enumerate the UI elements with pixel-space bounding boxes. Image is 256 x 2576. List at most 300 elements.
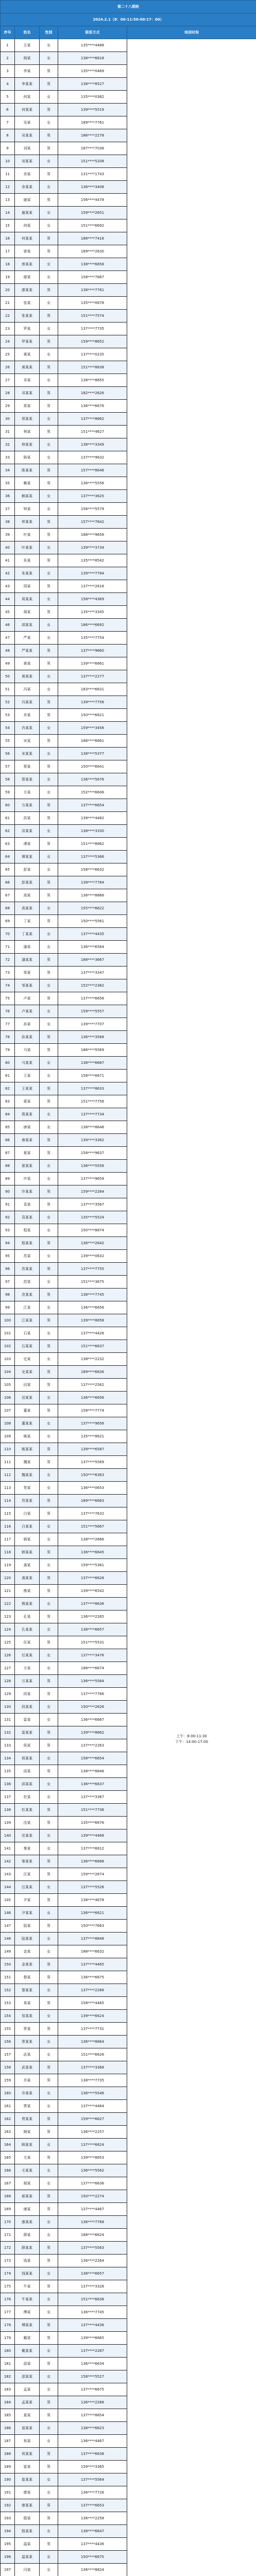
cell-phone: 137****4436 — [58, 2319, 127, 2332]
cell-phone: 189****2630 — [58, 245, 127, 258]
cell-name: 闫某 — [15, 2564, 40, 2576]
cell-index: 107 — [1, 1404, 15, 1417]
cell-gender: 女 — [40, 2486, 58, 2499]
training-date-range: 2024.2.1（8：00-11:50-00:17：00） — [1, 13, 256, 26]
cell-name: 武某 — [15, 2048, 40, 2061]
cell-gender: 男 — [40, 168, 58, 181]
cell-phone: 137****6654 — [58, 799, 127, 812]
cell-gender: 女 — [40, 1598, 58, 1611]
cell-name: 黄某某 — [15, 670, 40, 683]
cell-name: 沈某某 — [15, 1829, 40, 1842]
cell-name: 苏某某 — [15, 1263, 40, 1276]
cell-phone: 159****2674 — [58, 1868, 127, 1881]
cell-gender: 男 — [40, 889, 58, 902]
cell-phone: 138****8846 — [58, 1765, 127, 1778]
cell-name: 田某某 — [15, 1392, 40, 1404]
cell-index: 163 — [1, 2126, 15, 2139]
cell-phone: 135****0678 — [58, 297, 127, 310]
cell-name: 高某某 — [15, 902, 40, 915]
cell-gender: 男 — [40, 1739, 58, 1752]
cell-phone: 137****8662 — [58, 413, 127, 426]
roster-title: 第二十八期班 — [1, 1, 256, 13]
cell-phone: 151****3675 — [58, 1276, 127, 1289]
cell-name: 邹某某 — [15, 979, 40, 992]
cell-name: 白某某 — [15, 1520, 40, 1533]
cell-name: 卢某某 — [15, 1005, 40, 1018]
cell-index: 148 — [1, 1933, 15, 1945]
cell-phone: 137****6624 — [58, 2139, 127, 2151]
cell-index: 155 — [1, 2023, 15, 2036]
cell-gender: 男 — [40, 2448, 58, 2461]
cell-name: 叶某 — [15, 529, 40, 541]
cell-gender: 女 — [40, 1701, 58, 1714]
cell-phone: 139****7756 — [58, 696, 127, 709]
cell-phone: 135****8542 — [58, 554, 127, 567]
cell-gender: 男 — [40, 1855, 58, 1868]
cell-index: 196 — [1, 2551, 15, 2564]
cell-gender: 男 — [40, 2126, 58, 2139]
cell-name: 范某 — [15, 1276, 40, 1289]
cell-index: 120 — [1, 1572, 15, 1585]
cell-gender: 女 — [40, 1070, 58, 1082]
cell-gender: 女 — [40, 1430, 58, 1443]
cell-name: 林某 — [15, 426, 40, 438]
cell-index: 80 — [1, 1057, 15, 1070]
cell-gender: 女 — [40, 902, 58, 915]
cell-gender: 男 — [40, 2538, 58, 2551]
cell-index: 161 — [1, 2100, 15, 2113]
cell-gender: 男 — [40, 516, 58, 529]
cell-phone: 150****2626 — [58, 1701, 127, 1714]
cell-phone: 136****6688 — [58, 1855, 127, 1868]
cell-phone: 150****7663 — [58, 1920, 127, 1933]
cell-index: 35 — [1, 477, 15, 490]
cell-name: 郝某 — [15, 2177, 40, 2190]
cell-gender: 女 — [40, 1018, 58, 1031]
cell-index: 36 — [1, 490, 15, 503]
cell-name: 殷某 — [15, 2512, 40, 2525]
cell-index: 188 — [1, 2448, 15, 2461]
cell-name: 姚某 — [15, 1430, 40, 1443]
cell-phone: 150****8874 — [58, 1224, 127, 1237]
cell-gender: 男 — [40, 129, 58, 142]
cell-index: 74 — [1, 979, 15, 992]
cell-index: 91 — [1, 1198, 15, 1211]
cell-phone: 136****6564 — [58, 941, 127, 954]
cell-name: 郑某某 — [15, 413, 40, 426]
cell-name: 严某某 — [15, 645, 40, 657]
cell-name: 谢某某 — [15, 207, 40, 219]
cell-name: 万某 — [15, 1662, 40, 1675]
cell-name: 胡某 — [15, 606, 40, 619]
cell-name: 蒋某某 — [15, 1108, 40, 1121]
cell-name: 吴某 — [15, 116, 40, 129]
cell-index: 1 — [1, 39, 15, 52]
cell-index: 49 — [1, 657, 15, 670]
cell-gender: 男 — [40, 812, 58, 825]
cell-index: 67 — [1, 889, 15, 902]
cell-phone: 157****7642 — [58, 516, 127, 529]
cell-gender: 男 — [40, 1507, 58, 1520]
cell-phone: 135****4488 — [58, 39, 127, 52]
cell-index: 18 — [1, 258, 15, 271]
cell-name: 董某 — [15, 1404, 40, 1417]
cell-phone: 156****5579 — [58, 503, 127, 516]
cell-name: 祝某 — [15, 2435, 40, 2448]
cell-name: 程某某 — [15, 1237, 40, 1250]
cell-index: 123 — [1, 1611, 15, 1623]
cell-index: 45 — [1, 606, 15, 619]
cell-phone: 136****2257 — [58, 2126, 127, 2139]
cell-gender: 女 — [40, 438, 58, 451]
cell-name: 许某 — [15, 1173, 40, 1185]
cell-phone: 135****0469 — [58, 65, 127, 78]
cell-name: 钟某某 — [15, 516, 40, 529]
cell-gender: 女 — [40, 490, 58, 503]
cell-gender: 男 — [40, 2023, 58, 2036]
cell-index: 189 — [1, 2461, 15, 2473]
cell-name: 孔某 — [15, 1611, 40, 1623]
cell-gender: 男 — [40, 2358, 58, 2370]
cell-gender: 女 — [40, 91, 58, 104]
cell-index: 76 — [1, 1005, 15, 1018]
cell-gender: 男 — [40, 2280, 58, 2293]
cell-index: 62 — [1, 825, 15, 838]
cell-name: 曾某某 — [15, 258, 40, 271]
cell-index: 105 — [1, 1379, 15, 1392]
cell-index: 164 — [1, 2139, 15, 2151]
cell-phone: 137****4426 — [58, 1327, 127, 1340]
cell-phone: 136****7745 — [58, 2306, 127, 2319]
cell-gender: 男 — [40, 1289, 58, 1301]
cell-index: 26 — [1, 361, 15, 374]
cell-phone: 135****6676 — [58, 1817, 127, 1829]
cell-name: 李某 — [15, 65, 40, 78]
cell-phone: 138****7735 — [58, 2074, 127, 2087]
cell-index: 68 — [1, 902, 15, 915]
cell-gender: 男 — [40, 1147, 58, 1160]
cell-name: 朱某 — [15, 554, 40, 567]
cell-name: 毛某 — [15, 2151, 40, 2164]
cell-index: 15 — [1, 219, 15, 232]
cell-name: 侯某 — [15, 1739, 40, 1752]
cell-index: 5 — [1, 91, 15, 104]
cell-index: 72 — [1, 954, 15, 967]
cell-phone: 188****6624 — [58, 2229, 127, 2242]
cell-index: 89 — [1, 1173, 15, 1185]
cell-index: 175 — [1, 2280, 15, 2293]
cell-name: 乔某 — [15, 2074, 40, 2087]
cell-gender: 男 — [40, 1185, 58, 1198]
cell-index: 23 — [1, 323, 15, 335]
cell-index: 150 — [1, 1958, 15, 1971]
cell-phone: 139****7784 — [58, 876, 127, 889]
cell-gender: 女 — [40, 2551, 58, 2564]
cell-name: 洪某 — [15, 812, 40, 825]
cell-gender: 男 — [40, 2203, 58, 2216]
cell-gender: 男 — [40, 1572, 58, 1585]
cell-phone: 136****6621 — [58, 1907, 127, 1920]
cell-name: 杨某 — [15, 52, 40, 65]
cell-phone: 151****5667 — [58, 1520, 127, 1533]
cell-gender: 男 — [40, 1263, 58, 1276]
cell-index: 177 — [1, 2306, 15, 2319]
cell-name: 沈某 — [15, 1817, 40, 1829]
cell-index: 113 — [1, 1482, 15, 1495]
cell-name: 钟某 — [15, 503, 40, 516]
cell-gender: 男 — [40, 2319, 58, 2332]
cell-gender: 女 — [40, 593, 58, 606]
cell-phone: 136****6687 — [58, 1714, 127, 1726]
cell-phone: 151****6692 — [58, 219, 127, 232]
cell-index: 30 — [1, 413, 15, 426]
cell-phone: 136****2266 — [58, 2396, 127, 2409]
cell-name: 许某某 — [15, 1185, 40, 1198]
cell-index: 181 — [1, 2358, 15, 2370]
cell-phone: 137****3625 — [58, 490, 127, 503]
cell-phone: 139****3362 — [58, 1134, 127, 1147]
cell-phone: 139****8853 — [58, 2151, 127, 2164]
cell-phone: 137****7766 — [58, 1688, 127, 1701]
cell-index: 101 — [1, 1327, 15, 1340]
cell-phone: 135****3345 — [58, 606, 127, 619]
cell-phone: 137****3326 — [58, 2280, 127, 2293]
cell-gender: 男 — [40, 799, 58, 812]
cell-gender: 男 — [40, 477, 58, 490]
cell-phone: 139****6661 — [58, 657, 127, 670]
cell-index: 96 — [1, 1263, 15, 1276]
cell-name: 周某 — [15, 580, 40, 593]
cell-name: 汪某某 — [15, 1881, 40, 1894]
cell-index: 144 — [1, 1881, 15, 1894]
cell-phone: 136****5546 — [58, 2087, 127, 2100]
cell-gender: 女 — [40, 1417, 58, 1430]
cell-index: 165 — [1, 2151, 15, 2164]
cell-phone: 137****4464 — [58, 2100, 127, 2113]
cell-name: 周某某 — [15, 593, 40, 606]
cell-name: 马某 — [15, 1044, 40, 1057]
cell-name: 温某某 — [15, 2551, 40, 2564]
cell-gender: 女 — [40, 1327, 58, 1340]
cell-gender: 女 — [40, 1778, 58, 1791]
cell-index: 149 — [1, 1945, 15, 1958]
cell-phone: 188****6674 — [58, 1662, 127, 1675]
cell-phone: 158****7774 — [58, 1404, 127, 1417]
cell-name: 邱某 — [15, 1765, 40, 1778]
cell-gender: 男 — [40, 1134, 58, 1147]
cell-index: 79 — [1, 1044, 15, 1057]
cell-name: 任某 — [15, 1636, 40, 1649]
cell-phone: 159****8652 — [58, 335, 127, 348]
cell-phone: 138****6687 — [58, 1057, 127, 1070]
cell-name: 高某 — [15, 889, 40, 902]
cell-phone: 151****5208 — [58, 155, 127, 168]
cell-index: 83 — [1, 1095, 15, 1108]
cell-name: 邵某某 — [15, 2370, 40, 2383]
cell-gender: 女 — [40, 2306, 58, 2319]
cell-phone: 187****7036 — [58, 142, 127, 155]
cell-phone: 137****6636 — [58, 2177, 127, 2190]
cell-phone: 138****5377 — [58, 748, 127, 760]
cell-phone: 137****4436 — [58, 2538, 127, 2551]
cell-gender: 女 — [40, 683, 58, 696]
cell-gender: 女 — [40, 2216, 58, 2229]
cell-phone: 136****2264 — [58, 2255, 127, 2267]
cell-index: 40 — [1, 541, 15, 554]
cell-phone: 158****4369 — [58, 593, 127, 606]
cell-index: 169 — [1, 2203, 15, 2216]
cell-phone: 137****7632 — [58, 1507, 127, 1520]
cell-index: 125 — [1, 1636, 15, 1649]
cell-phone: 137****3367 — [58, 1791, 127, 1804]
cell-phone: 139****6665 — [58, 2332, 127, 2345]
cell-index: 171 — [1, 2229, 15, 2242]
cell-name: 宋某某 — [15, 748, 40, 760]
cell-phone: 188****6661 — [58, 735, 127, 748]
cell-gender: 男 — [40, 735, 58, 748]
cell-index: 174 — [1, 2267, 15, 2280]
cell-gender: 女 — [40, 219, 58, 232]
header-index: 序号 — [1, 26, 15, 39]
cell-name: 董某某 — [15, 1417, 40, 1430]
cell-index: 10 — [1, 155, 15, 168]
cell-gender: 男 — [40, 1095, 58, 1108]
cell-phone: 138****6647 — [58, 2525, 127, 2538]
cell-gender: 女 — [40, 271, 58, 284]
cell-phone: 137****6628 — [58, 1572, 127, 1585]
cell-name: 卢某 — [15, 992, 40, 1005]
cell-name: 尹某某 — [15, 1907, 40, 1920]
cell-index: 133 — [1, 1739, 15, 1752]
cell-gender: 男 — [40, 1817, 58, 1829]
cell-name: 黄某 — [15, 657, 40, 670]
cell-gender: 女 — [40, 116, 58, 129]
cell-phone: 151****8862 — [58, 838, 127, 851]
cell-gender: 男 — [40, 606, 58, 619]
cell-name: 段某 — [15, 1688, 40, 1701]
cell-gender: 男 — [40, 464, 58, 477]
cell-index: 167 — [1, 2177, 15, 2190]
cell-gender: 男 — [40, 696, 58, 709]
cell-phone: 137****3567 — [58, 1198, 127, 1211]
cell-name: 任某某 — [15, 1649, 40, 1662]
cell-index: 130 — [1, 1701, 15, 1714]
cell-phone: 139****6587 — [58, 1443, 127, 1456]
cell-index: 160 — [1, 2087, 15, 2100]
cell-phone: 158****6654 — [58, 1752, 127, 1765]
cell-phone: 152****2362 — [58, 979, 127, 992]
cell-name: 谭某 — [15, 838, 40, 851]
cell-index: 122 — [1, 1598, 15, 1611]
cell-name: 常某某 — [15, 2036, 40, 2048]
cell-phone: 158****5527 — [58, 2370, 127, 2383]
cell-gender: 男 — [40, 104, 58, 116]
roster-body — [1, 39, 256, 2576]
cell-phone: 137****6612 — [58, 1842, 127, 1855]
cell-gender: 女 — [40, 863, 58, 876]
cell-name: 孟某某 — [15, 2396, 40, 2409]
cell-name: 廖某某 — [15, 2499, 40, 2512]
cell-index: 117 — [1, 1533, 15, 1546]
cell-name: 田某 — [15, 1379, 40, 1392]
cell-phone: 150****2274 — [58, 2190, 127, 2203]
cell-name: 肖某某 — [15, 722, 40, 735]
cell-gender: 女 — [40, 1211, 58, 1224]
cell-index: 92 — [1, 1211, 15, 1224]
cell-index: 134 — [1, 1752, 15, 1765]
cell-phone: 138****8646 — [58, 1121, 127, 1134]
cell-gender: 男 — [40, 2061, 58, 2074]
cell-gender: 女 — [40, 1842, 58, 1855]
cell-index: 97 — [1, 1276, 15, 1289]
cell-phone: 137****5526 — [58, 1881, 127, 1894]
cell-index: 109 — [1, 1430, 15, 1443]
cell-phone: 189****6636 — [58, 1366, 127, 1379]
cell-phone: 137****5569 — [58, 1456, 127, 1469]
cell-name: 唐某某 — [15, 1134, 40, 1147]
cell-gender: 女 — [40, 2267, 58, 2280]
cell-index: 139 — [1, 1817, 15, 1829]
cell-index: 56 — [1, 748, 15, 760]
cell-name: 戴某 — [15, 2332, 40, 2345]
cell-name: 易某某 — [15, 2010, 40, 2023]
cell-index: 73 — [1, 967, 15, 979]
cell-name: 汪某 — [15, 1868, 40, 1881]
cell-name: 黎某 — [15, 1971, 40, 1984]
cell-phone: 159****2264 — [58, 1185, 127, 1198]
cell-gender: 男 — [40, 1031, 58, 1044]
cell-gender: 女 — [40, 1160, 58, 1173]
cell-name: 钱某某 — [15, 2267, 40, 2280]
cell-gender: 女 — [40, 1121, 58, 1134]
cell-gender: 女 — [40, 1559, 58, 1572]
cell-phone: 186****6692 — [58, 619, 127, 632]
cell-index: 93 — [1, 1224, 15, 1237]
cell-gender: 男 — [40, 1404, 58, 1417]
cell-index: 42 — [1, 567, 15, 580]
cell-phone: 136****8866 — [58, 889, 127, 902]
cell-index: 90 — [1, 1185, 15, 1198]
cell-index: 176 — [1, 2293, 15, 2306]
cell-phone: 135****8621 — [58, 1430, 127, 1443]
cell-phone: 139****3734 — [58, 541, 127, 554]
cell-index: 98 — [1, 1289, 15, 1301]
cell-phone: 139****4482 — [58, 812, 127, 825]
cell-gender: 女 — [40, 1881, 58, 1894]
cell-name: 姚某某 — [15, 1443, 40, 1456]
cell-phone: 137****7735 — [58, 323, 127, 335]
cell-name: 蔡某某 — [15, 773, 40, 786]
cell-gender: 女 — [40, 1520, 58, 1533]
cell-phone: 137****9660 — [58, 645, 127, 657]
cell-gender: 男 — [40, 1675, 58, 1688]
cell-phone: 137****2266 — [58, 1984, 127, 1997]
cell-index: 8 — [1, 129, 15, 142]
cell-gender: 男 — [40, 645, 58, 657]
cell-name: 陈某某 — [15, 464, 40, 477]
cell-gender: 女 — [40, 722, 58, 735]
cell-name: 杜某 — [15, 1791, 40, 1804]
cell-gender: 女 — [40, 1173, 58, 1185]
cell-index: 52 — [1, 696, 15, 709]
cell-name: 孟某 — [15, 2383, 40, 2396]
cell-gender: 女 — [40, 941, 58, 954]
cell-index: 162 — [1, 2113, 15, 2126]
cell-gender: 男 — [40, 1997, 58, 2010]
cell-gender: 男 — [40, 387, 58, 400]
cell-name: 傅某某 — [15, 2319, 40, 2332]
cell-gender: 女 — [40, 39, 58, 52]
